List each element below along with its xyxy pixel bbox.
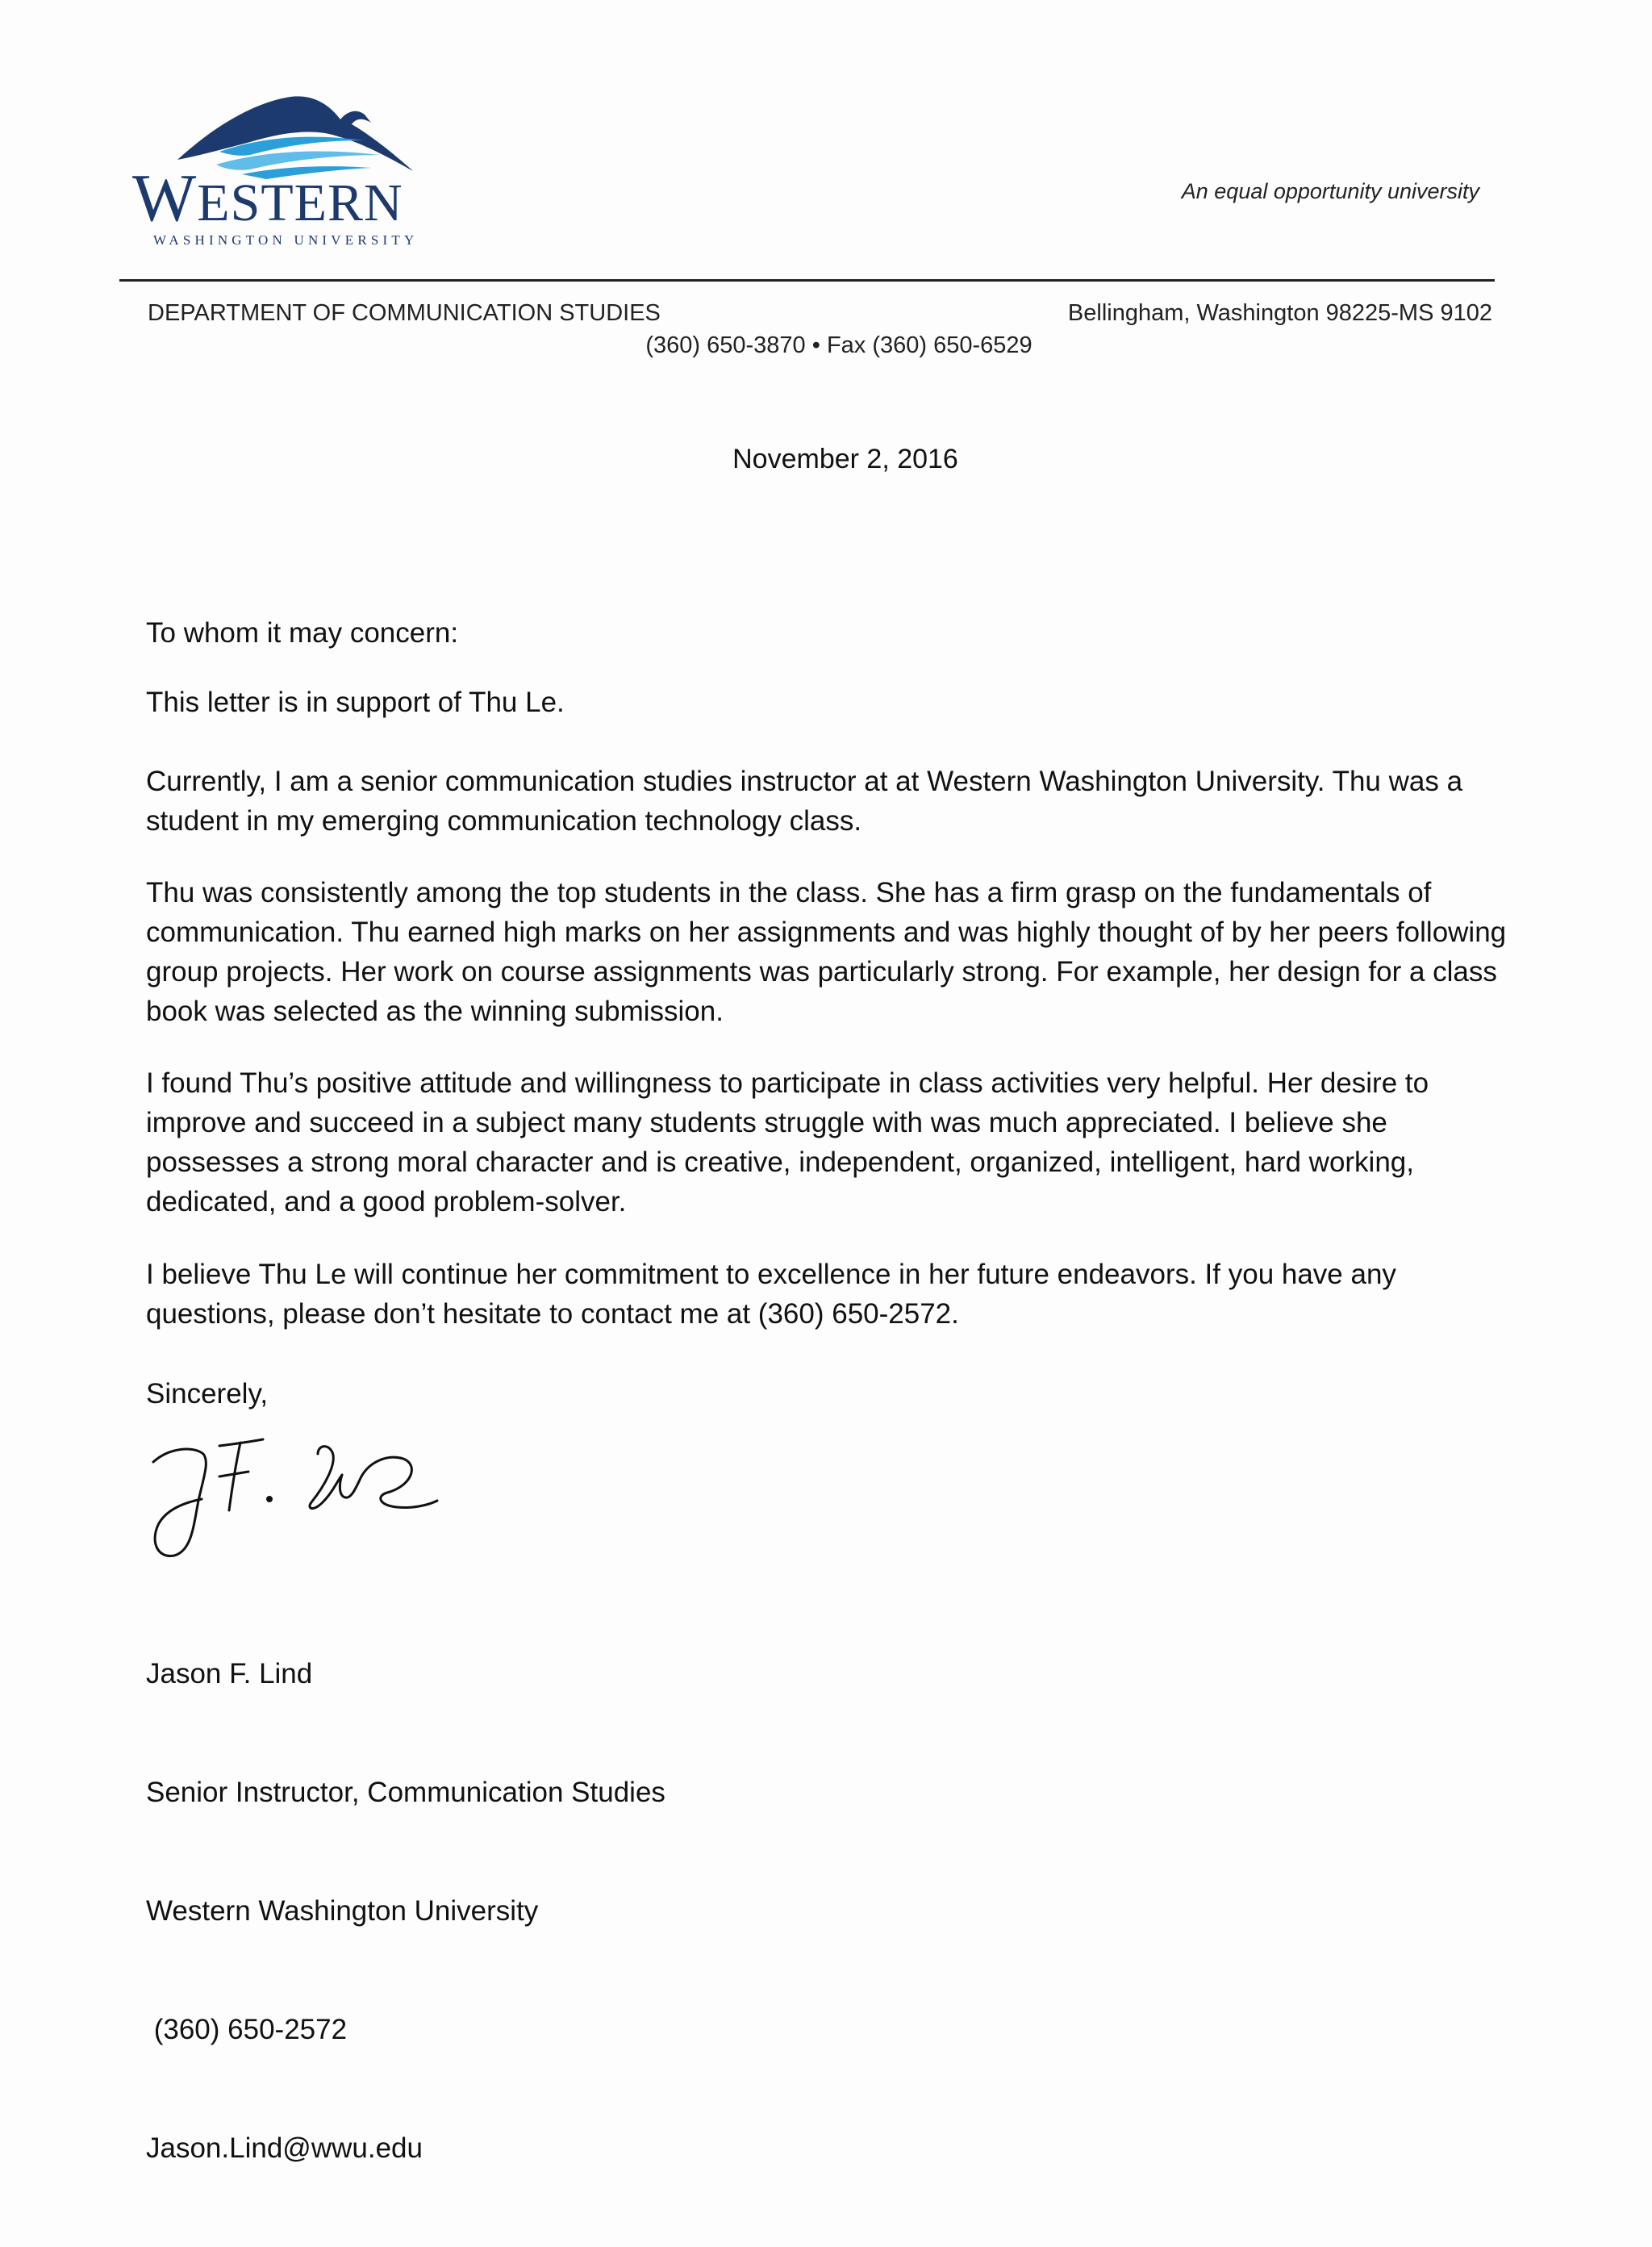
paragraph-5: I believe Thu Le will continue her commitment to excellence in her future endeavors. If you have any questions, please don’t hesitate to contact me at (360) 650-2572.: [146, 1259, 1396, 1330]
signer-institution: Western Washington University: [146, 1895, 539, 1927]
paragraph-2: Currently, I am a senior communication studies instructor at at Western Washington University. Thu was a student in my emerging communication technology class.: [146, 766, 1463, 837]
salutation: To whom it may concern:: [146, 617, 459, 649]
signer-name: Jason F. Lind: [146, 1658, 313, 1689]
tagline: An equal opportunity university: [1181, 179, 1479, 203]
signer-block: [146, 1575, 665, 2247]
western-logo: [129, 90, 436, 252]
signer-email[interactable]: Jason.Lind@wwu.edu: [146, 2132, 423, 2164]
department-address: Bellingham, Washington 98225-MS 9102: [1067, 300, 1492, 326]
logo-subtitle: WASHINGTON UNIVERSITY: [153, 232, 419, 248]
paragraph-1: This letter is in support of Thu Le.: [146, 687, 565, 718]
header-divider: [119, 279, 1495, 282]
handwritten-signature: [145, 1430, 444, 1565]
letter-date: November 2, 2016: [732, 444, 958, 474]
paragraph-4: I found Thu’s positive attitude and willingness to participate in class activities very helpful. Her desire to improve and succeed in a subject many students struggle with was much appreciated. I believe she possesses a strong moral character and is creative, independent, organized, intelligent, hard working, dedicated, and a good problem-solver.: [146, 1067, 1429, 1217]
closing: Sincerely,: [146, 1378, 269, 1410]
signer-phone: (360) 650-2572: [146, 2014, 348, 2045]
department-name: DEPARTMENT OF COMMUNICATION STUDIES: [148, 300, 661, 326]
fax-number: Fax (360) 650-6529: [826, 332, 1032, 358]
contact-line: [0, 332, 1652, 359]
paragraph-3: Thu was consistently among the top students in the class. She has a firm grasp on the fundamentals of communication. Thu earned high marks on her assignments and was highly thought of by her peers following group projects. Her work on course assignments was particularly strong. For example, her design for a class book was selected as the winning submission.: [146, 877, 1507, 1027]
bullet-separator: •: [811, 332, 820, 358]
signer-title: Senior Instructor, Communication Studies: [146, 1777, 665, 1808]
phone-number: (360) 650-3870: [645, 332, 806, 358]
logo-wordmark: WESTERN: [132, 161, 403, 236]
